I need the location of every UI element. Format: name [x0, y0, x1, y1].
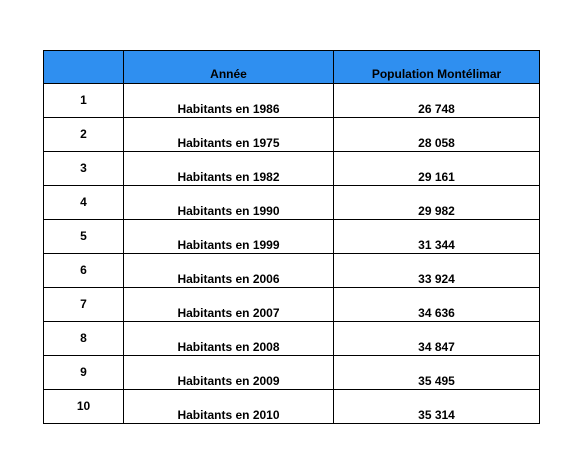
- table-header-row: [44, 51, 540, 84]
- row-number: 7: [44, 288, 124, 322]
- row-number: 8: [44, 322, 124, 356]
- row-number: 3: [44, 152, 124, 186]
- row-population: 34 847: [334, 322, 540, 356]
- row-population: 31 344: [334, 220, 540, 254]
- row-population: 34 636: [334, 288, 540, 322]
- header-population: Population Montélimar: [334, 51, 540, 84]
- row-number: 5: [44, 220, 124, 254]
- row-number: 10: [44, 390, 124, 424]
- row-year: Habitants en 2009: [124, 356, 334, 390]
- row-year: Habitants en 1982: [124, 152, 334, 186]
- table-row: [44, 152, 540, 186]
- header-year: Année: [124, 51, 334, 84]
- population-table: [43, 50, 540, 424]
- row-year: Habitants en 1975: [124, 118, 334, 152]
- row-population: 35 314: [334, 390, 540, 424]
- row-population: 26 748: [334, 84, 540, 118]
- row-number: 2: [44, 118, 124, 152]
- row-population: 33 924: [334, 254, 540, 288]
- row-population: 28 058: [334, 118, 540, 152]
- row-year: Habitants en 2006: [124, 254, 334, 288]
- row-number: 9: [44, 356, 124, 390]
- table-row: [44, 118, 540, 152]
- table-row: [44, 254, 540, 288]
- row-year: Habitants en 2010: [124, 390, 334, 424]
- row-population: 29 982: [334, 186, 540, 220]
- row-year: Habitants en 2007: [124, 288, 334, 322]
- table-row: [44, 186, 540, 220]
- row-year: Habitants en 1986: [124, 84, 334, 118]
- row-year: Habitants en 1999: [124, 220, 334, 254]
- row-year: Habitants en 2008: [124, 322, 334, 356]
- row-number: 6: [44, 254, 124, 288]
- table-row: [44, 322, 540, 356]
- row-population: 35 495: [334, 356, 540, 390]
- table-row: [44, 356, 540, 390]
- table-row: [44, 220, 540, 254]
- table-row: [44, 390, 540, 424]
- table-row: [44, 84, 540, 118]
- population-table-container: [43, 50, 539, 424]
- row-population: 29 161: [334, 152, 540, 186]
- row-number: 1: [44, 84, 124, 118]
- row-year: Habitants en 1990: [124, 186, 334, 220]
- row-number: 4: [44, 186, 124, 220]
- header-index: [44, 51, 124, 84]
- table-row: [44, 288, 540, 322]
